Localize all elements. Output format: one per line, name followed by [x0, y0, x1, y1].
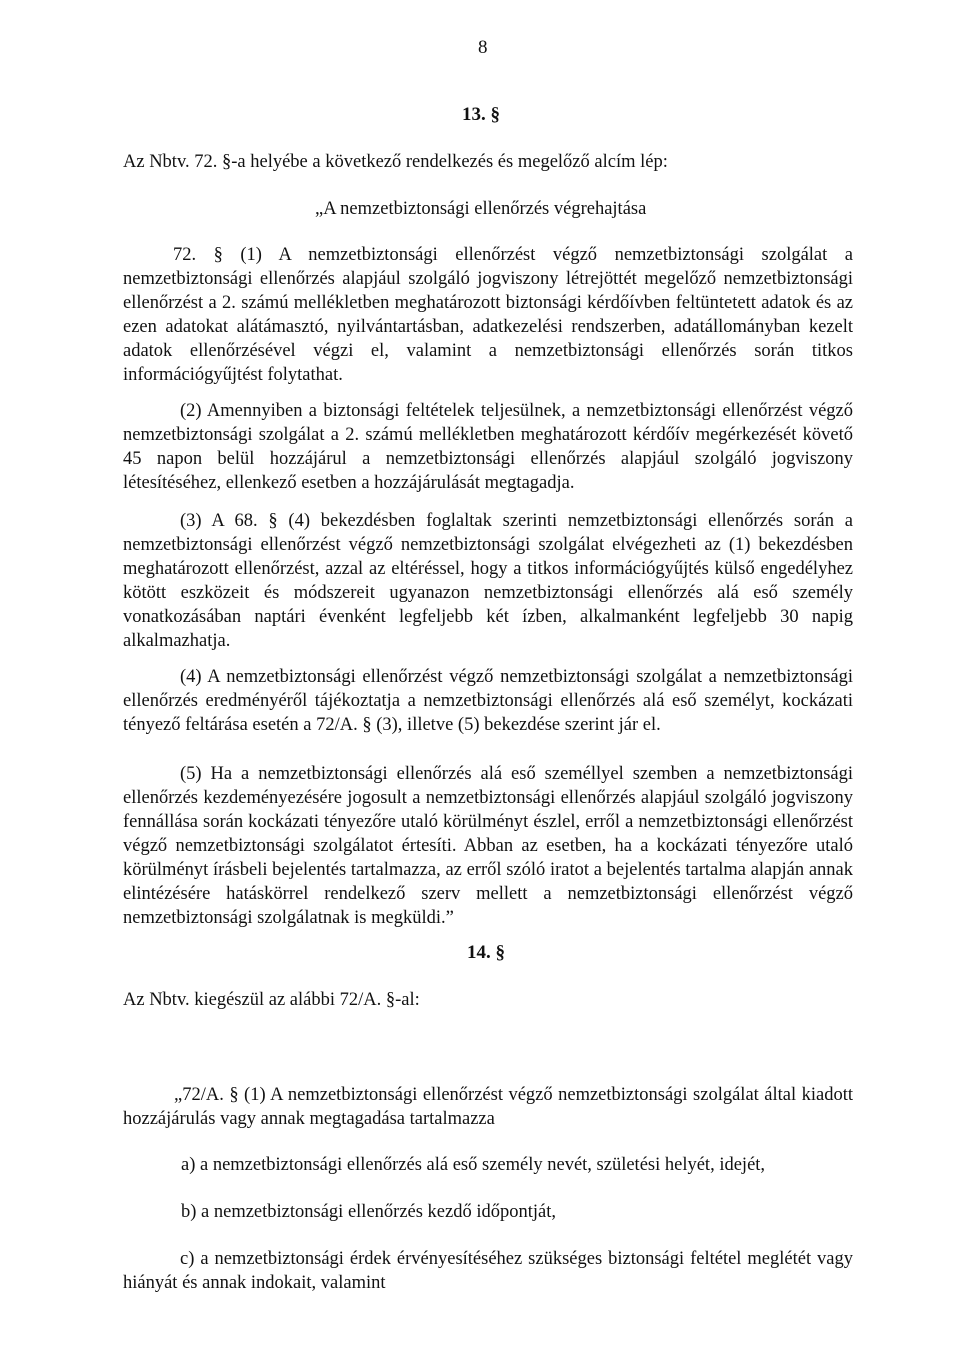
- paragraph-72a-1: „72/A. § (1) A nemzetbiztonsági ellenőrzést végző nemzetbiztonsági szolgálat által kiadott hozzájárulás vagy annak megtagadása tartalmazza: [123, 1085, 853, 1129]
- section-13-title: 13. §: [462, 104, 500, 125]
- page-number: 8: [478, 37, 488, 58]
- list-item-b: b) a nemzetbiztonsági ellenőrzés kezdő időpontját,: [181, 1202, 557, 1222]
- paragraph-72-3: (3) A 68. § (4) bekezdésben foglaltak szerinti nemzetbiztonsági ellenőrzés során a nemzetbiztonsági ellenőrzést végző nemzetbiztonsági szolgálat elvégezheti az (1) bekezdésben meghatározott ellenőrzést, azzal az eltéréssel, hogy a titkos információgyűjtés külső engedélyhez kötött eszközeit és módszereit ugyanazon nemzetbiztonsági ellenőrzés alá eső személy vonatkozásában naptári évenként legfeljebb két ízben, alkalmanként legfeljebb 30 napig alkalmazhatja.: [123, 511, 853, 651]
- paragraph-72-4: (4) A nemzetbiztonsági ellenőrzést végző nemzetbiztonsági szolgálat a nemzetbiztonsági ellenőrzés eredményéről tájékoztatja a nemzetbiztonsági ellenőrzés alá eső személyt, kockázati tényező feltárása esetén a 72/A. § (3), illetve (5) bekezdése szerint jár el.: [123, 667, 853, 735]
- paragraph-72-2: (2) Amennyiben a biztonsági feltételek teljesülnek, a nemzetbiztonsági ellenőrzést végző nemzetbiztonsági szolgálat a 2. számú mellékletben meghatározott kérdőív megérkezését követő 45 napon belül hozzájárul a nemzetbiztonsági ellenőrzés alapjául szolgáló jogviszony létesítéséhez, ellenkező esetben a hozzájárulását megtagadja.: [123, 401, 853, 493]
- list-item-c: c) a nemzetbiztonsági érdek érvényesítéséhez szükséges biztonsági feltétel meglétét vagy hiányát és annak indokait, valamint: [123, 1249, 853, 1293]
- paragraph-72-1: 72. § (1) A nemzetbiztonsági ellenőrzést végző nemzetbiztonsági szolgálat a nemzetbiztonsági ellenőrzés alapjául szolgáló jogviszony létrejöttét megelőző nemzetbiztonsági ellenőrzést a 2. számú mellékletben meghatározott biztonsági kérdőívben feltüntetett adatok és az ezen adatokat alátámasztó, nyilvántartásban, adatkezelési rendszerben, adatállományban kezelt adatok ellenőrzésével végzi el, valamint a nemzetbiztonsági ellenőrzés során titkos információgyűjtést folytathat.: [123, 245, 853, 385]
- section-14-title: 14. §: [467, 942, 505, 963]
- paragraph-72-5: (5) Ha a nemzetbiztonsági ellenőrzés alá eső személlyel szemben a nemzetbiztonsági ellenőrzés kezdeményezésére jogosult a nemzetbiztonsági ellenőrzés alapjául szolgáló jogviszony fennállása során kockázati tényezőre utaló körülményt észlel, erről a nemzetbiztonsági ellenőrzést végző nemzetbiztonsági szolgálatot értesíti. Abban az esetben, ha a kockázati tényezőre utaló körülményt írásbeli bejelentés tartalmazza, az erről szóló iratot a bejelentés tartalma alapján annak elintézésére hatáskörrel rendelkező szerv mellett a nemzetbiztonsági ellenőrzést végző nemzetbiztonsági szolgálatnak is megküldi.”: [123, 764, 853, 928]
- section-13-intro: Az Nbtv. 72. §-a helyébe a következő rendelkezés és megelőző alcím lép:: [123, 152, 668, 172]
- section-13-subtitle: „A nemzetbiztonsági ellenőrzés végrehajtása: [315, 199, 647, 219]
- section-14-intro: Az Nbtv. kiegészül az alábbi 72/A. §-al:: [123, 990, 420, 1010]
- list-item-a: a) a nemzetbiztonsági ellenőrzés alá eső személy nevét, születési helyét, idejét,: [181, 1155, 766, 1175]
